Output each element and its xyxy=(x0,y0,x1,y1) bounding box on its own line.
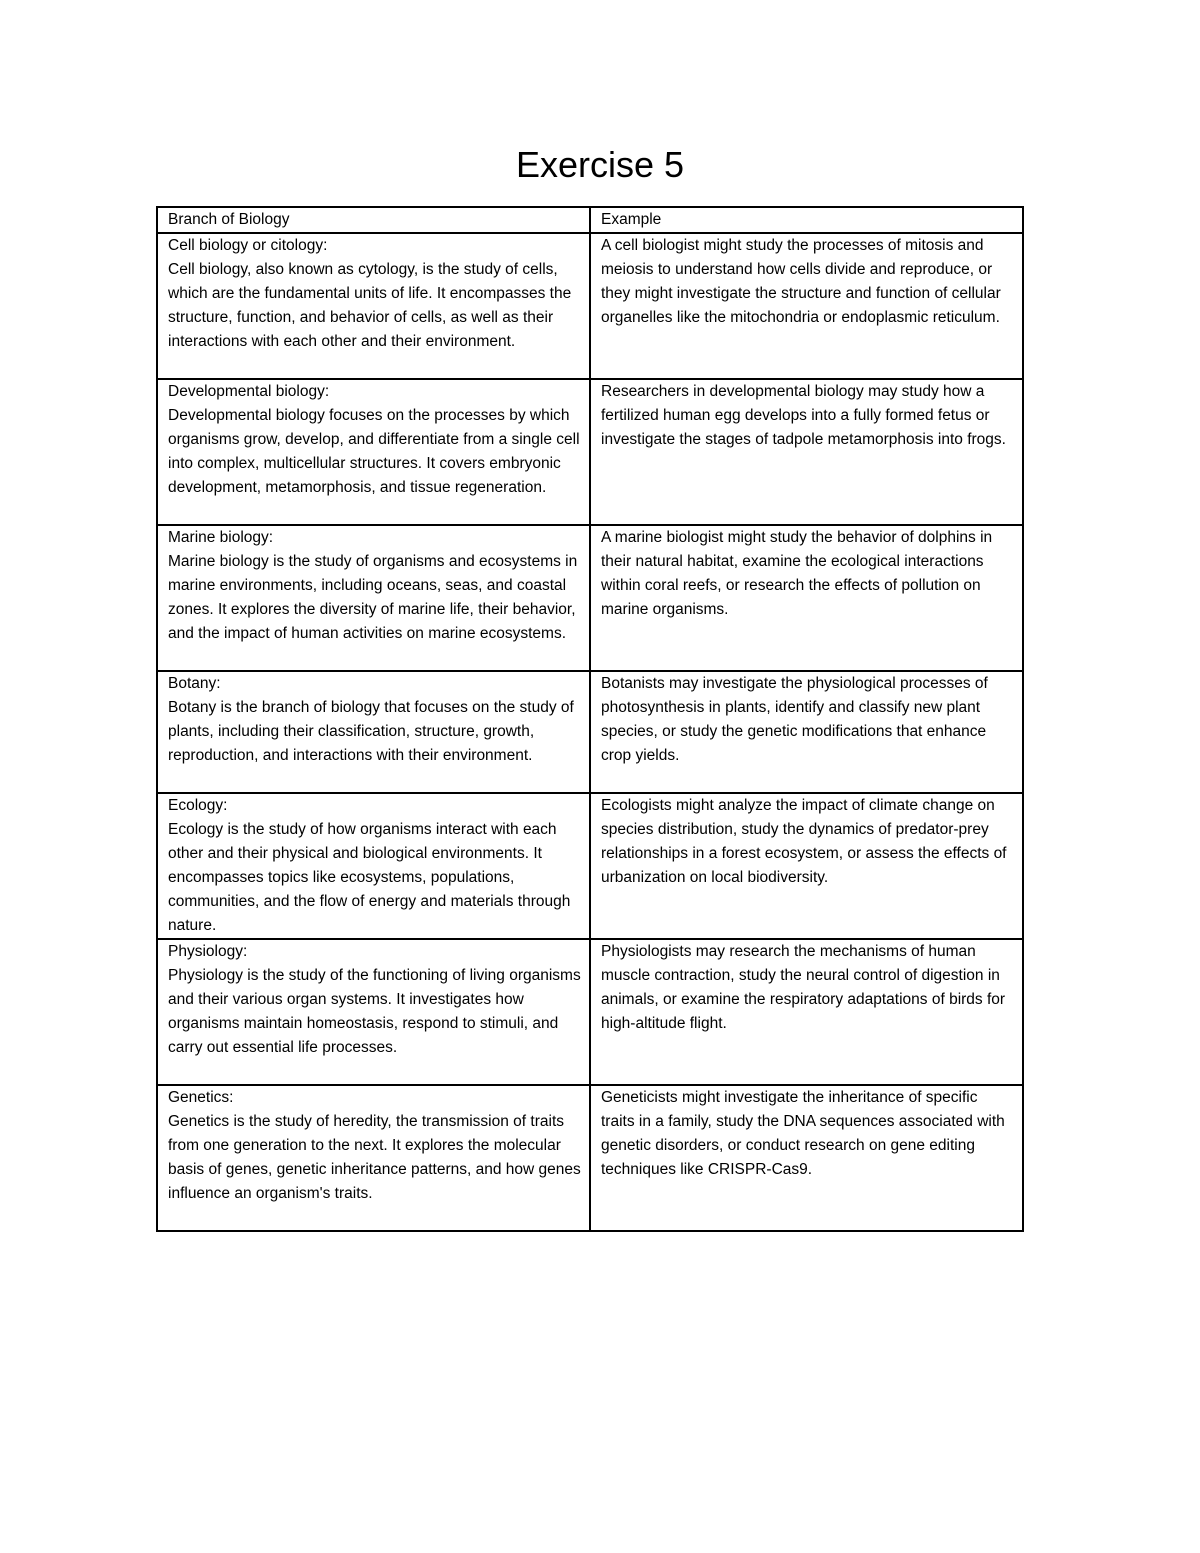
branch-cell xyxy=(157,793,590,939)
branch-name: Physiology: xyxy=(168,943,248,960)
header-example: Example xyxy=(590,207,1023,233)
biology-branches-table xyxy=(156,206,1024,1232)
table-header-row xyxy=(157,207,1023,233)
branch-name: Developmental biology: xyxy=(168,383,330,400)
branch-name: Genetics: xyxy=(168,1089,234,1106)
branch-description: Physiology is the study of the functioning of living organisms and their various organ systems. It investigates how organisms maintain homeostasis, respond to stimuli, and carry out essential life processes. xyxy=(168,967,581,1056)
table-row xyxy=(157,671,1023,793)
page-title: Exercise 5 xyxy=(515,144,685,185)
branch-description: Cell biology, also known as cytology, is the study of cells, which are the fundamental units of life. It encompasses the structure, function, and behavior of cells, as well as their interactions with each other and their environment. xyxy=(168,261,572,350)
table-row xyxy=(157,1085,1023,1231)
branch-description: Developmental biology focuses on the processes by which organisms grow, develop, and differentiate from a single cell into complex, multicellular structures. It covers embryonic development, metamorphosis, and tissue regeneration. xyxy=(168,407,580,496)
branch-description: Genetics is the study of heredity, the transmission of traits from one generation to the next. It explores the molecular basis of genes, genetic inheritance patterns, and how genes influence an organism's traits. xyxy=(168,1113,581,1202)
example-cell: Physiologists may research the mechanisms of human muscle contraction, study the neural control of digestion in animals, or examine the respiratory adaptations of birds for high-altitude flight. xyxy=(590,939,1023,1085)
example-cell: Geneticists might investigate the inheritance of specific traits in a family, study the DNA sequences associated with genetic disorders, or conduct research on gene editing techniques like CRISPR-Cas9. xyxy=(590,1085,1023,1231)
branch-cell xyxy=(157,233,590,379)
example-cell: A cell biologist might study the processes of mitosis and meiosis to understand how cells divide and reproduce, or they might investigate the structure and function of cellular organelles like the mitochondria or endoplasmic reticulum. xyxy=(590,233,1023,379)
table-row xyxy=(157,939,1023,1085)
example-cell: A marine biologist might study the behavior of dolphins in their natural habitat, examine the ecological interactions within coral reefs, or research the effects of pollution on marine organisms. xyxy=(590,525,1023,671)
branch-description: Botany is the branch of biology that focuses on the study of plants, including their classification, structure, growth, reproduction, and interactions with their environment. xyxy=(168,699,574,764)
branch-cell xyxy=(157,1085,590,1231)
header-branch-of-biology: Branch of Biology xyxy=(157,207,590,233)
branch-name: Botany: xyxy=(168,675,221,692)
branch-cell xyxy=(157,939,590,1085)
table-row xyxy=(157,379,1023,525)
branch-cell xyxy=(157,671,590,793)
branch-cell xyxy=(157,525,590,671)
table-row xyxy=(157,233,1023,379)
table-row xyxy=(157,793,1023,939)
branch-name: Cell biology or citology: xyxy=(168,237,328,254)
table-row xyxy=(157,525,1023,671)
branch-description: Marine biology is the study of organisms and ecosystems in marine environments, including oceans, seas, and coastal zones. It explores the diversity of marine life, their behavior, and the impact of human activities on marine ecosystems. xyxy=(168,553,578,642)
example-cell: Researchers in developmental biology may study how a fertilized human egg develops into a fully formed fetus or investigate the stages of tadpole metamorphosis into frogs. xyxy=(590,379,1023,525)
example-cell: Ecologists might analyze the impact of climate change on species distribution, study the dynamics of predator-prey relationships in a forest ecosystem, or assess the effects of urbanization on local biodiversity. xyxy=(590,793,1023,939)
branch-name: Ecology: xyxy=(168,797,228,814)
branch-name: Marine biology: xyxy=(168,529,274,546)
branch-cell xyxy=(157,379,590,525)
branch-description: Ecology is the study of how organisms interact with each other and their physical and biological environments. It encompasses topics like ecosystems, populations, communities, and the flow of energy and materials through nature. xyxy=(168,821,571,934)
example-cell: Botanists may investigate the physiological processes of photosynthesis in plants, identify and classify new plant species, or study the genetic modifications that enhance crop yields. xyxy=(590,671,1023,793)
